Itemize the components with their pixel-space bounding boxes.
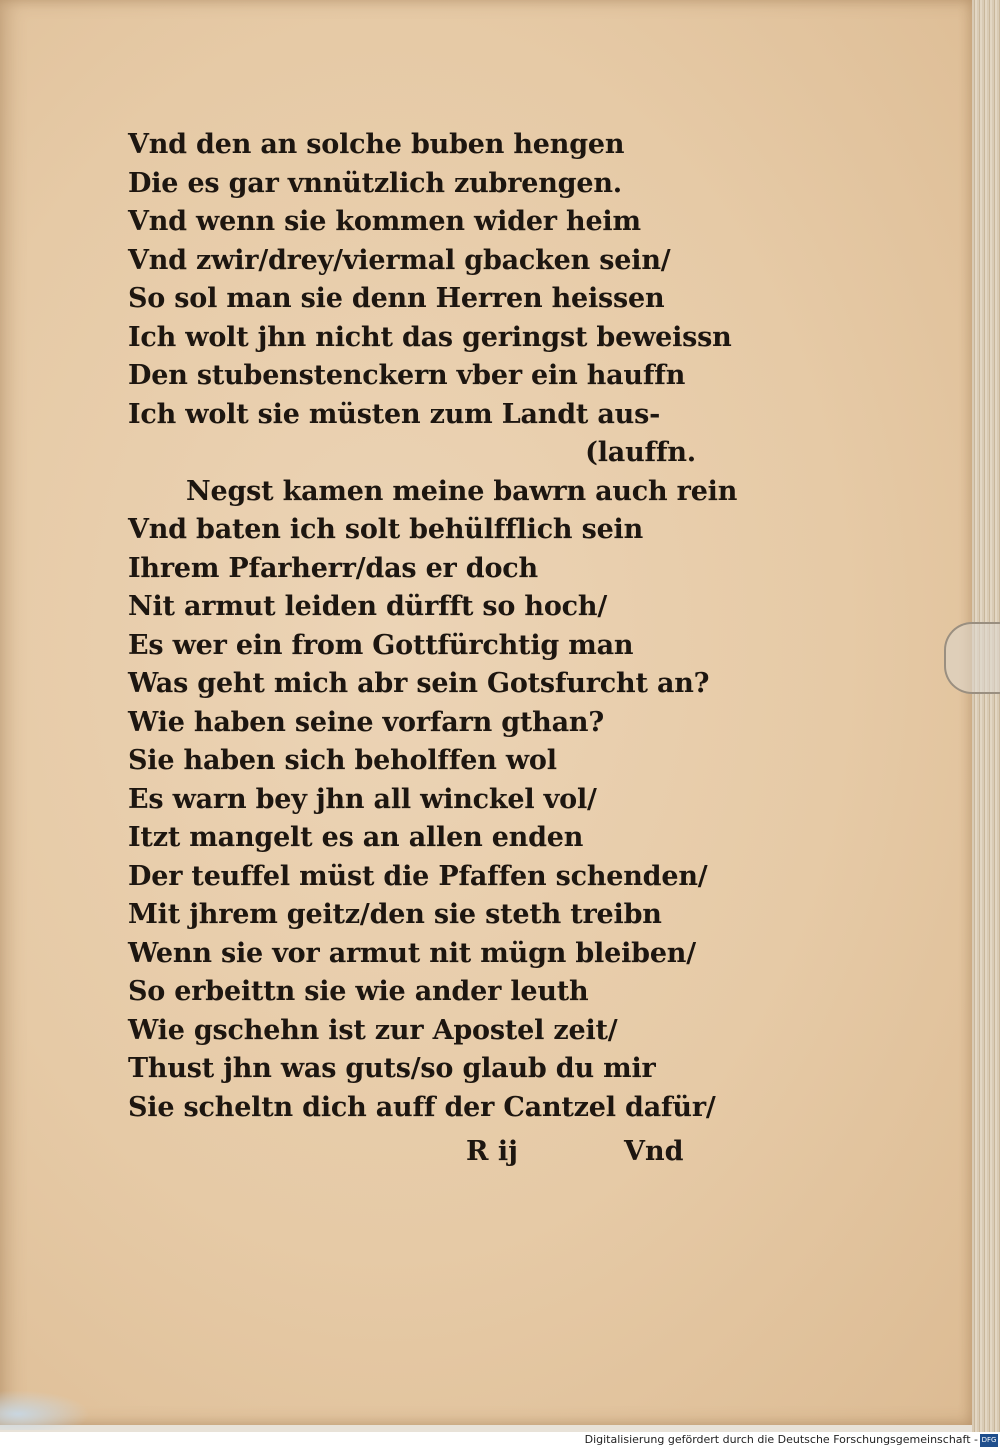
verse-line: Nit armut leiden dürfft so hoch/ [128, 591, 607, 622]
page-stack-edge [972, 0, 1000, 1432]
verse-line: So erbeittn sie wie ander leuth [128, 976, 589, 1007]
signature-mark: R ij [466, 1136, 518, 1167]
verse-line: Was geht mich abr sein Gotsfurcht an? [128, 668, 710, 699]
verse-line: Vnd wenn sie kommen wider heim [128, 206, 641, 237]
catchword: Vnd [624, 1136, 684, 1167]
verse-line: Vnd den an solche buben hengen [128, 129, 625, 160]
verse-line: Vnd zwir/drey/viermal gbacken sein/ [128, 244, 671, 276]
verse-line: Wie gschehn ist zur Apostel zeit/ [128, 1014, 618, 1046]
digitization-credit: Digitalisierung gefördert durch die Deutsche Forschungsgemeinschaft - [584, 1433, 978, 1446]
verse-line: Die es gar vnnützlich zubrengen. [128, 167, 622, 199]
verse-line: Sie haben sich beholffen wol [128, 745, 557, 776]
verse-line: Sie scheltn dich auff der Cantzel dafür/ [128, 1091, 716, 1123]
paper-stain [0, 1390, 90, 1430]
verse-line: Ich wolt jhn nicht das geringst beweissn [128, 321, 732, 353]
verse-line: Den stubenstenckern vber ein hauffn [128, 360, 686, 391]
verse-line: Wie haben seine vorfarn gthan? [128, 706, 604, 738]
verse-line: Ich wolt sie müsten zum Landt aus- [128, 398, 661, 430]
verse-line: Der teuffel müst die Pfaffen schenden/ [128, 860, 708, 892]
verse-line: Wenn sie vor armut nit mügn bleiben/ [128, 937, 696, 969]
verse-line: So sol man sie denn Herren heissen [128, 283, 665, 314]
verse-text-block [128, 126, 738, 1127]
verse-line: Vnd baten ich solt behülfflich sein [128, 514, 644, 545]
verse-line: Es warn bey jhn all winckel vol/ [128, 783, 597, 815]
verse-line: Thust jhn was guts/so glaub du mir [128, 1053, 656, 1084]
verse-line: Ihrem Pfarherr/das er doch [128, 552, 538, 584]
verse-line: Es wer ein from Gottfürchtig man [128, 629, 634, 661]
dfg-logo: DFG [980, 1434, 998, 1447]
verse-line-continuation: (lauffn. [585, 437, 696, 468]
verse-line: Mit jhrem geitz/den sie steth treibn [128, 899, 662, 930]
verse-line: Itzt mangelt es an allen enden [128, 822, 584, 853]
verse-line: Negst kamen meine bawrn auch rein [186, 475, 738, 507]
bookmark-tab [944, 622, 1000, 694]
